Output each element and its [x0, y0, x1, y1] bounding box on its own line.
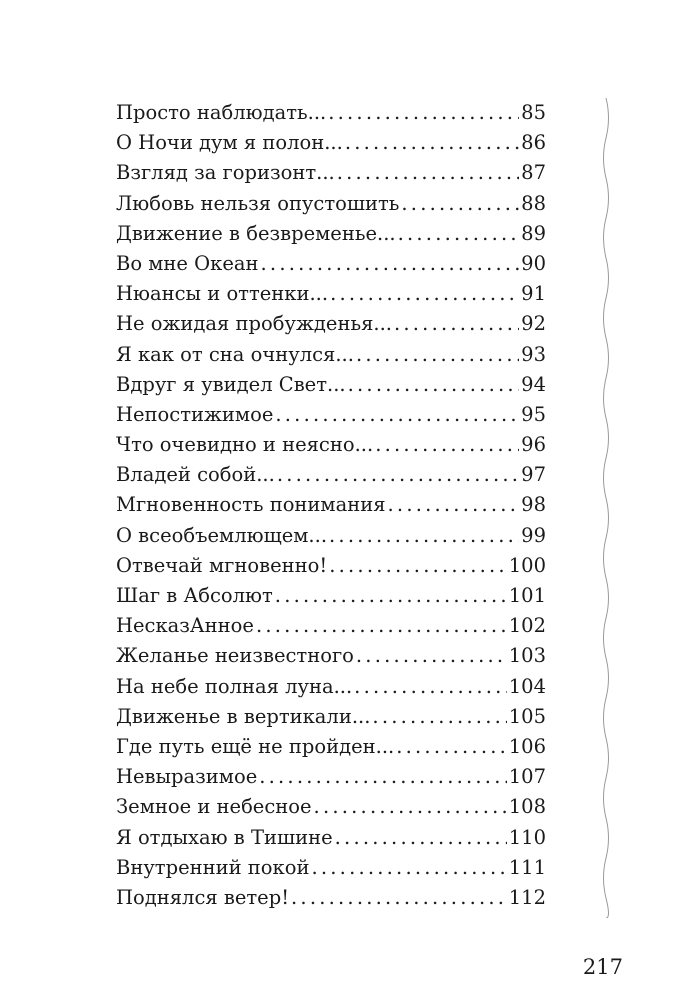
toc-dot-leader: [330, 279, 519, 309]
toc-entry-title: На небе полная луна...: [116, 674, 353, 698]
toc-dot-leader: [329, 521, 519, 551]
toc-entry-title: Любовь нельзя опустошить: [116, 191, 400, 215]
toc-entry: [116, 98, 546, 128]
toc-entry: [116, 702, 546, 732]
toc-entry-page: 96: [521, 433, 546, 457]
toc-dot-leader: [396, 732, 507, 762]
toc-entry: [116, 521, 546, 551]
toc-entry-title: Где путь ещё не пройден...: [116, 734, 395, 758]
toc-entry-page: 105: [508, 704, 546, 728]
toc-entry: [116, 370, 546, 400]
toc-entry: [116, 340, 546, 370]
toc-entry-title: Желанье неизвестного: [116, 644, 354, 668]
toc-dot-leader: [375, 430, 519, 460]
toc-entry-title: О Ночи дум я полон...: [116, 131, 343, 155]
toc-entry-page: 98: [521, 493, 546, 517]
wavy-border-ornament-icon: [598, 98, 614, 918]
toc-entry-title: Я как от сна очнулся...: [116, 342, 354, 366]
toc-entry: [116, 460, 546, 490]
toc-dot-leader: [372, 702, 506, 732]
toc-entry: [116, 883, 546, 913]
toc-entry: [116, 128, 546, 158]
toc-entry: [116, 611, 546, 641]
toc-dot-leader: [388, 490, 520, 520]
toc-entry-page: 88: [521, 191, 546, 215]
toc-entry: [116, 732, 546, 762]
page-number: 217: [582, 955, 623, 979]
toc-entry: [116, 219, 546, 249]
toc-entry-page: 108: [508, 795, 546, 819]
toc-entry-title: Отвечай мгновенно!: [116, 553, 328, 577]
toc-entry-title: Движенье в вертикали...: [116, 704, 371, 728]
toc-entry-page: 95: [521, 402, 546, 426]
toc-entry-title: Я отдыхаю в Тишине: [116, 825, 333, 849]
toc-entry-page: 92: [521, 312, 546, 336]
toc-entry-page: 90: [521, 251, 546, 275]
toc-entry-page: 99: [521, 523, 546, 547]
toc-entry: [116, 249, 546, 279]
toc-entry-page: 87: [521, 161, 546, 185]
toc-dot-leader: [356, 340, 519, 370]
toc-dot-leader: [259, 762, 507, 792]
toc-dot-leader: [401, 189, 519, 219]
toc-entry: [116, 672, 546, 702]
toc-entry: [116, 279, 546, 309]
toc-dot-leader: [275, 400, 519, 430]
toc-entry-page: 100: [508, 553, 546, 577]
toc-entry-page: 102: [508, 614, 546, 638]
toc-entry-title: Поднялся ветер!: [116, 885, 290, 909]
toc-entry-title: Земное и небесное: [116, 795, 312, 819]
wavy-border-line: [604, 98, 609, 918]
toc-entry: [116, 189, 546, 219]
toc-entry-title: О всеобъемлющем...: [116, 523, 328, 547]
toc-entry-title: Шаг в Абсолют: [116, 584, 273, 607]
toc-entry-title: Вдруг я увидел Свет...: [116, 372, 346, 396]
toc-entry-page: 111: [508, 855, 546, 879]
toc-entry-title: Невыразимое: [116, 765, 258, 789]
toc-entry-page: 110: [508, 825, 546, 849]
toc-entry-title: Нюансы и оттенки...: [116, 282, 329, 306]
toc-entry: [116, 641, 546, 671]
toc-dot-leader: [337, 158, 519, 188]
toc-entry-page: 89: [521, 221, 546, 245]
toc-dot-leader: [314, 792, 507, 822]
toc-dot-leader: [348, 370, 520, 400]
toc-entry-title: Что очевидно и неясно...: [116, 433, 374, 457]
toc-entry-page: 85: [521, 101, 546, 124]
toc-entry: [116, 490, 546, 520]
toc-entry-title: Внутренний покой: [116, 855, 310, 879]
toc-entry-title: Непостижимое: [116, 402, 274, 426]
toc-entry-page: 104: [508, 674, 546, 698]
toc-entry: [116, 762, 546, 792]
toc-entry-title: Просто наблюдать...: [116, 101, 327, 124]
toc-entry-title: Не ожидая пробужденья...: [116, 312, 392, 336]
toc-entry-title: Во мне Океан: [116, 251, 259, 275]
toc-entry-title: Взгляд за горизонт...: [116, 161, 335, 185]
toc-entry-page: 94: [521, 372, 546, 396]
toc-entry-page: 86: [521, 131, 546, 155]
toc-dot-leader: [335, 823, 507, 853]
toc-dot-leader: [277, 460, 519, 490]
table-of-contents: [116, 98, 546, 913]
toc-dot-leader: [311, 853, 506, 883]
toc-dot-leader: [345, 128, 519, 158]
toc-entry: [116, 823, 546, 853]
toc-entry: [116, 309, 546, 339]
toc-entry-page: 91: [521, 282, 546, 306]
toc-dot-leader: [329, 551, 507, 581]
toc-dot-leader: [291, 883, 507, 913]
toc-entry-title: НесказАнное: [116, 614, 254, 638]
toc-dot-leader: [354, 672, 507, 702]
toc-entry-title: Владей собой...: [116, 463, 275, 487]
toc-entry: [116, 551, 546, 581]
toc-entry-page: 106: [508, 734, 546, 758]
toc-dot-leader: [256, 611, 507, 641]
toc-entry-page: 107: [508, 765, 546, 789]
toc-dot-leader: [261, 249, 520, 279]
toc-dot-leader: [275, 581, 507, 611]
toc-entry: [116, 430, 546, 460]
toc-dot-leader: [398, 219, 520, 249]
toc-entry: [116, 158, 546, 188]
toc-dot-leader: [394, 309, 519, 339]
toc-entry-page: 112: [508, 885, 546, 909]
toc-entry-page: 93: [521, 342, 546, 366]
toc-entry: [116, 853, 546, 883]
toc-dot-leader: [356, 641, 507, 671]
toc-dot-leader: [328, 98, 519, 128]
toc-entry: [116, 581, 546, 611]
toc-entry-title: Мгновенность понимания: [116, 493, 386, 517]
toc-entry: [116, 400, 546, 430]
toc-entry-page: 103: [508, 644, 546, 668]
toc-entry: [116, 792, 546, 822]
toc-entry-page: 101: [508, 584, 546, 607]
toc-entry-page: 97: [521, 463, 546, 487]
toc-entry-title: Движение в безвременье...: [116, 221, 396, 245]
